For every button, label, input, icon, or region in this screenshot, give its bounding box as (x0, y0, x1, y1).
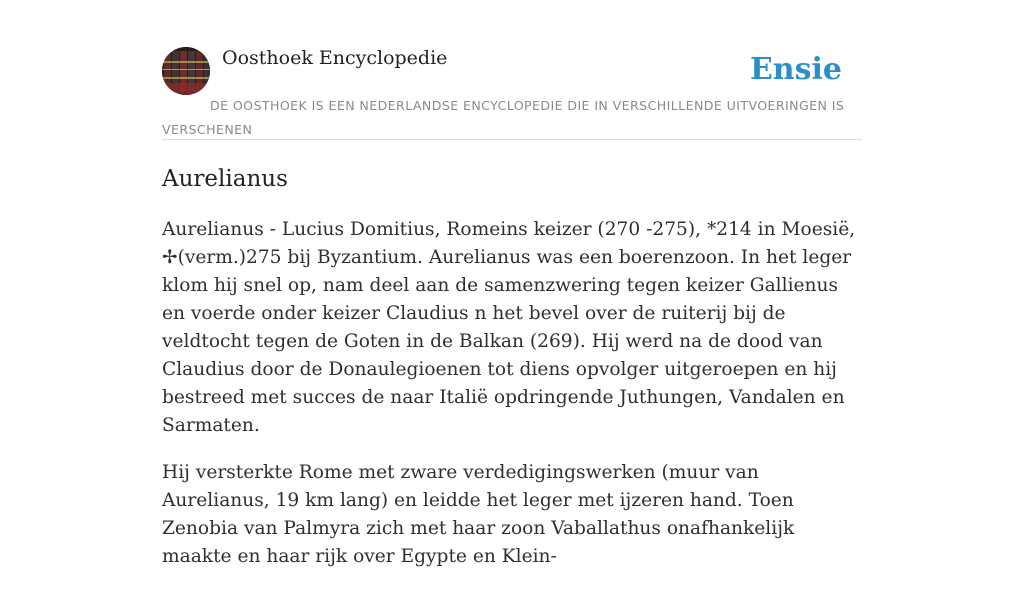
ensie-logo[interactable]: Ensie (749, 52, 842, 87)
book-spines-icon (162, 47, 210, 95)
encyclopedia-avatar[interactable] (162, 47, 210, 95)
site-header (162, 44, 862, 140)
article-paragraph: Hij versterkte Rome met zware verdedigingswerken (muur van Aurelianus, 19 km lang) en leidde het leger met ijzeren hand. Toen Zenobia van Palmyra zich met haar zoon Vaballathus onafhankelijk maakte en haar rijk over Egypte en Klein- (162, 462, 795, 567)
article-body (162, 216, 866, 590)
site-name[interactable]: Oosthoek Encyclopedie (222, 47, 448, 69)
article-title: Aurelianus (162, 166, 288, 192)
header-divider (162, 139, 862, 140)
site-tagline: DE OOSTHOEK IS EEN NEDERLANDSE ENCYCLOPEDIE DIE IN VERSCHILLENDE UITVOERINGEN IS VERSCHENEN (162, 98, 845, 137)
article-paragraph: Aurelianus - Lucius Domitius, Romeins keizer (270 -275), *214 in Moesië, ✢(verm.)275 bij Byzantium. Aurelianus was een boerenzoon. In het leger klom hij snel op, nam deel aan de samenzwering tegen keizer Gallienus en voerde onder keizer Claudius n het bevel over de ruiterij bij de veldtocht tegen de Goten in de Balkan (269). Hij werd na de dood van Claudius door de Donaulegioenen tot diens opvolger uitgeroepen en hij bestreed met succes de naar Italië opdringende Juthungen, Vandalen en Sarmaten. (162, 219, 856, 436)
